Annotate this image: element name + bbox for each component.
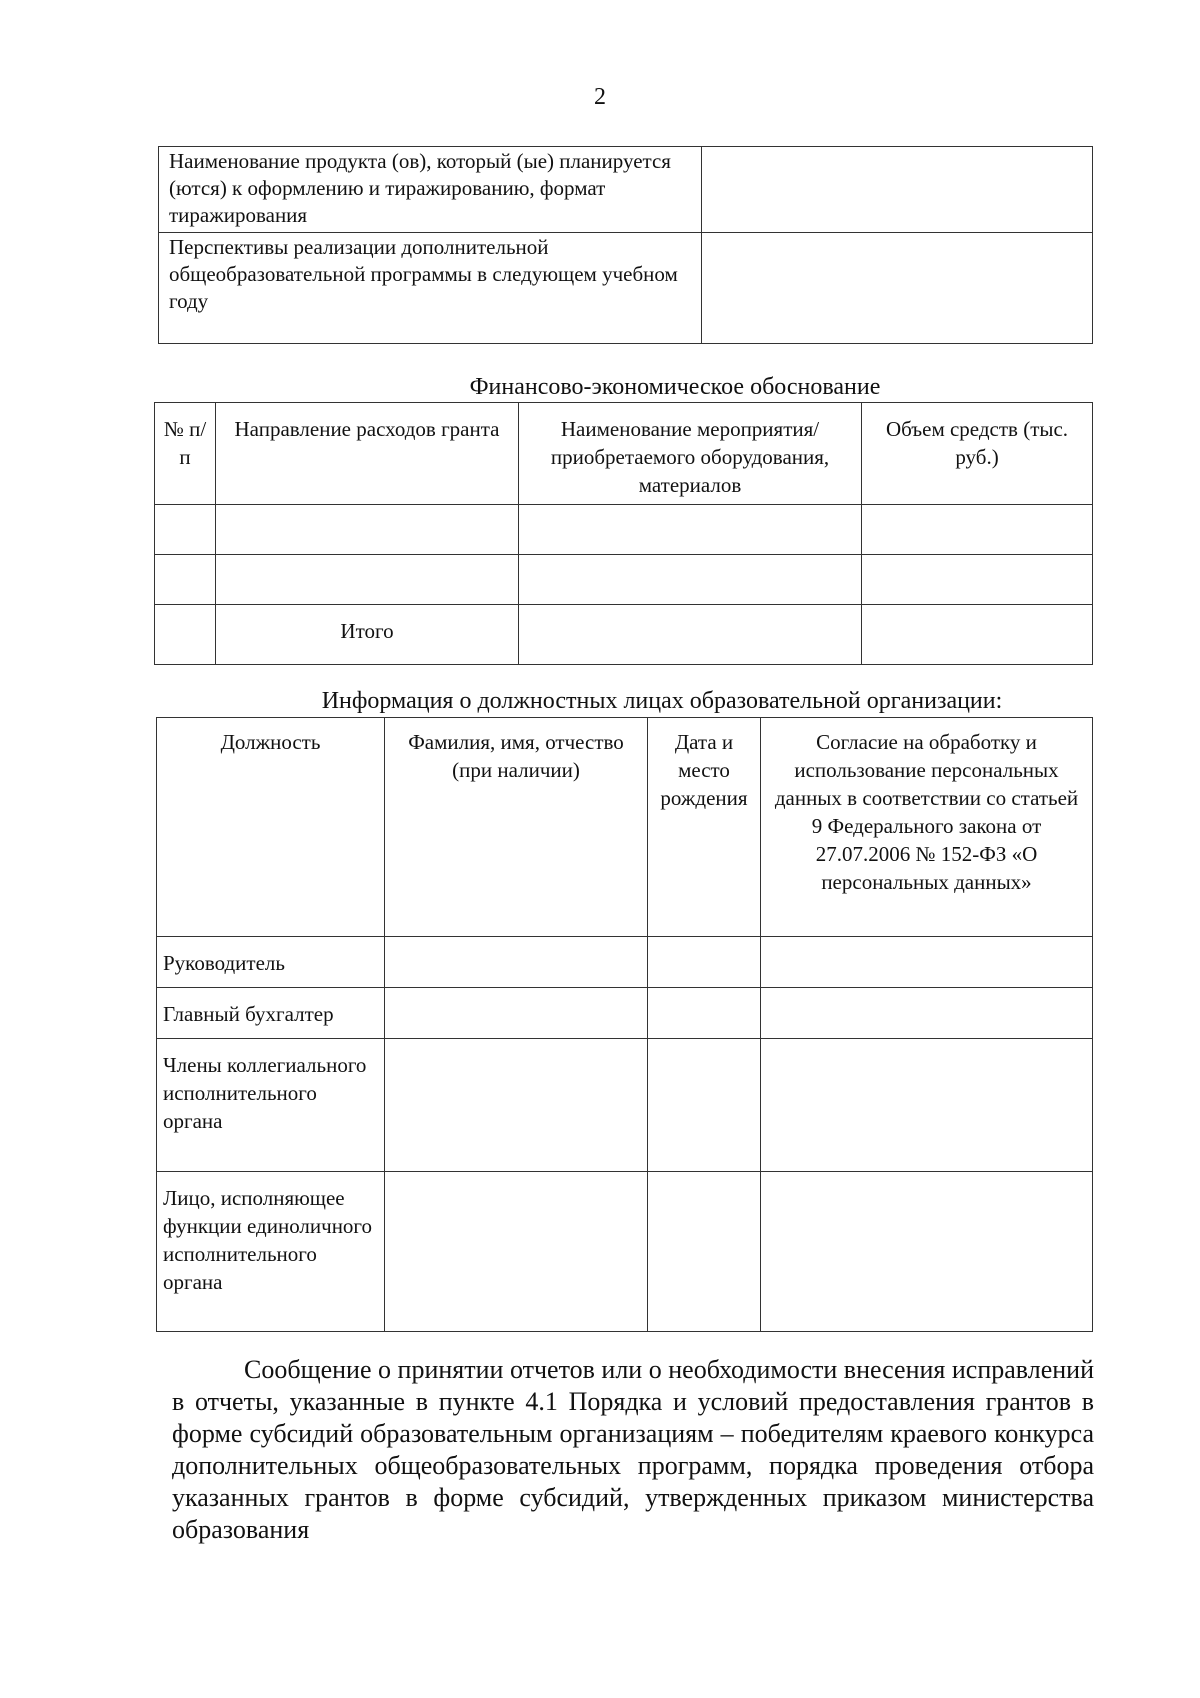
table-cell — [761, 1172, 1093, 1332]
table-cell — [648, 937, 761, 988]
table-cell — [648, 988, 761, 1039]
officials-section-title: Информация о должностных лицах образовательной организации: — [321, 688, 1003, 714]
table-cell — [648, 1039, 761, 1172]
table-cell — [155, 555, 216, 605]
table-cell — [761, 988, 1093, 1039]
table-cell — [155, 505, 216, 555]
total-row — [155, 605, 1093, 665]
table-cell — [216, 555, 519, 605]
product-name-value — [702, 147, 1093, 233]
table-cell — [862, 605, 1093, 665]
financial-table — [154, 402, 1093, 665]
table-cell — [519, 605, 862, 665]
table-row — [155, 555, 1093, 605]
prospects-value — [702, 233, 1093, 344]
table-cell — [155, 605, 216, 665]
table-cell — [216, 505, 519, 555]
table-cell — [862, 555, 1093, 605]
table-row — [159, 233, 1093, 344]
column-header-full-name: Фамилия, имя, отчество (при наличии) — [385, 718, 648, 937]
table-cell — [385, 988, 648, 1039]
table-row — [159, 147, 1093, 233]
column-header-position: Должность — [157, 718, 385, 937]
position-cell: Лицо, исполняющее функции единоличного исполнительного органа — [157, 1172, 385, 1332]
body-paragraph: Сообщение о принятии отчетов или о необходимости внесения исправлений в отчеты, указанные в пункте 4.1 Порядка и условий предоставления грантов в форме субсидий образовательным организациям – победителям краевого конкурса дополнительных общеобразовательных программ, порядка проведения отбора указанных грантов в форме субсидий, утвержденных приказом министерства образования — [172, 1355, 1094, 1544]
table-cell — [385, 937, 648, 988]
financial-section-title: Финансово-экономическое обоснование — [469, 374, 881, 400]
prospects-label: Перспективы реализации дополнительной общеобразовательной программы в следующем учебном году — [159, 233, 702, 344]
table-cell — [385, 1172, 648, 1332]
column-header-direction: Направление расходов гранта — [216, 403, 519, 505]
table-header-row — [155, 403, 1093, 505]
table-row — [157, 1039, 1093, 1172]
product-table — [158, 146, 1093, 344]
table-cell — [385, 1039, 648, 1172]
total-label: Итого — [216, 605, 519, 665]
table-cell — [519, 505, 862, 555]
table-cell — [519, 555, 862, 605]
table-cell — [648, 1172, 761, 1332]
product-name-label: Наименование продукта (ов), который (ые) планируется (ются) к оформлению и тиражированию, формат тиражирования — [159, 147, 702, 233]
column-header-birth: Дата и место рождения — [648, 718, 761, 937]
column-header-item: Наименование мероприятия/приобретаемого оборудования, материалов — [519, 403, 862, 505]
table-row — [155, 505, 1093, 555]
column-header-amount: Объем средств (тыс. руб.) — [862, 403, 1093, 505]
column-header-number: № п/п — [155, 403, 216, 505]
position-cell: Руководитель — [157, 937, 385, 988]
table-header-row — [157, 718, 1093, 937]
officials-table — [156, 717, 1093, 1332]
table-cell — [862, 505, 1093, 555]
table-row — [157, 988, 1093, 1039]
table-row — [157, 1172, 1093, 1332]
position-cell: Члены коллегиального исполнительного органа — [157, 1039, 385, 1172]
column-header-consent: Согласие на обработку и использование персональных данных в соответствии со статьей 9 Федерального закона от 27.07.2006 № 152-ФЗ «О персональных данных» — [761, 718, 1093, 937]
page-number: 2 — [594, 84, 606, 110]
table-cell — [761, 937, 1093, 988]
table-cell — [761, 1039, 1093, 1172]
table-row — [157, 937, 1093, 988]
position-cell: Главный бухгалтер — [157, 988, 385, 1039]
